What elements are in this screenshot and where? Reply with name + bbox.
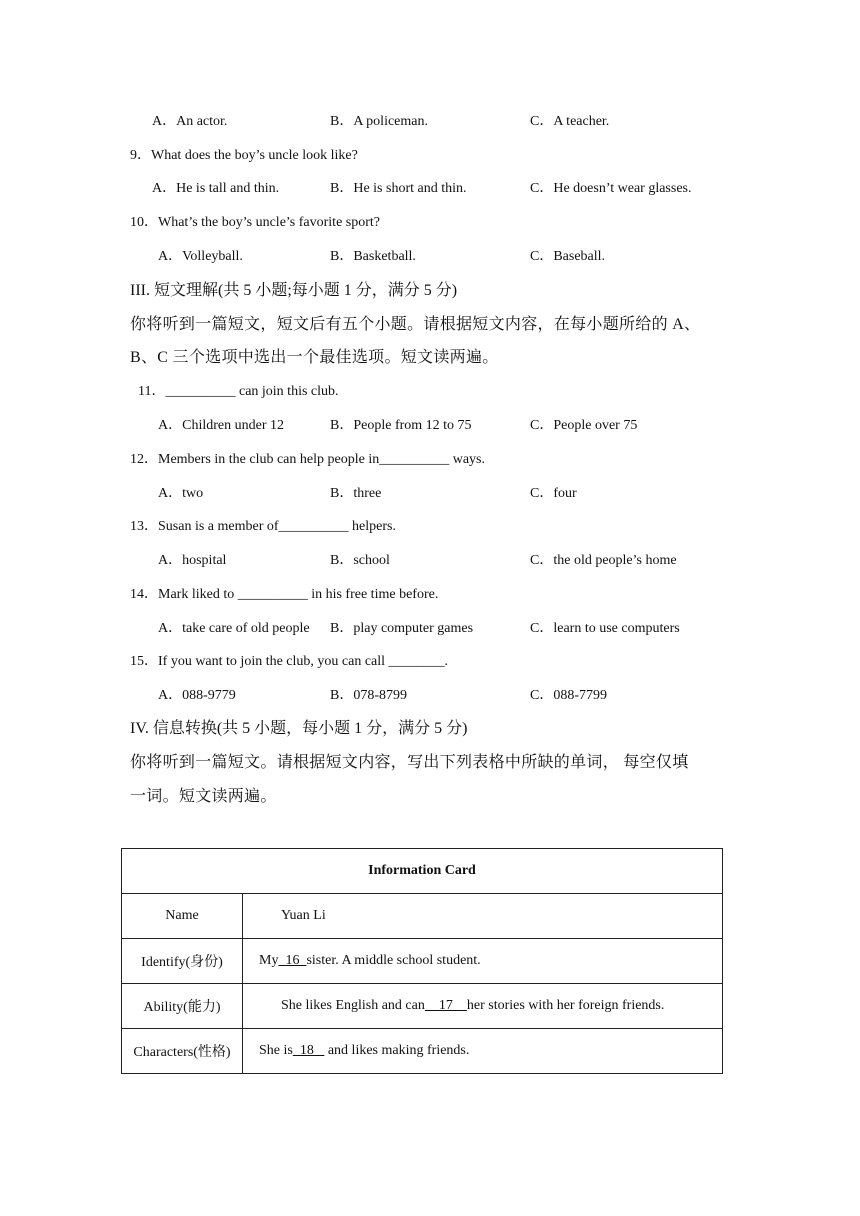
blank-18: 18	[292, 1043, 325, 1058]
ability-prefix: She likes English and can	[281, 998, 425, 1013]
card-title: Information Card	[122, 849, 723, 894]
q11-question: 11．__________ can join this club.	[138, 384, 339, 399]
q9-question: 9．What does the boy’s uncle look like?	[130, 148, 358, 163]
card-name-value: Yuan Li	[243, 894, 723, 939]
q12-option-b: B．three	[330, 486, 382, 501]
q9-option-b: B．He is short and thin.	[330, 181, 467, 196]
q12-question: 12．Members in the club can help people in__________ ways.	[130, 452, 485, 467]
q14-option-c: C．learn to use computers	[530, 621, 680, 636]
card-characters-label: Characters(性格)	[122, 1029, 243, 1074]
characters-suffix: and likes making friends.	[324, 1043, 470, 1058]
q14-question: 14．Mark liked to __________ in his free time before.	[130, 587, 439, 602]
characters-prefix: She is	[259, 1043, 293, 1058]
identify-prefix: My	[259, 953, 279, 968]
q8-option-c: C．A teacher.	[530, 114, 610, 129]
q11-option-b: B．People from 12 to 75	[330, 418, 472, 433]
q15-option-c: C．088-7799	[530, 688, 607, 703]
q8-option-a: A．An actor.	[152, 114, 228, 129]
q14-option-b: B．play computer games	[330, 621, 474, 636]
q11-option-c: C．People over 75	[530, 418, 638, 433]
q13-option-b: B．school	[330, 553, 390, 568]
section3-heading: III. 短文理解(共 5 小题;每小题 1 分，满分 5 分)	[130, 282, 458, 299]
card-characters-cell	[243, 1029, 723, 1074]
identify-suffix: sister. A middle school student.	[306, 953, 481, 968]
q15-option-b: B．078-8799	[330, 688, 407, 703]
q12-option-a: A．two	[158, 486, 204, 501]
section4-heading: IV. 信息转换(共 5 小题，每小题 1 分，满分 5 分)	[130, 720, 468, 737]
section3-instruction-line1: 你将听到一篇短文，短文后有五个小题。请根据短文内容，在每小题所给的 A、	[130, 316, 701, 333]
q12-option-c: C．four	[530, 486, 577, 501]
q15-option-a: A．088-9779	[158, 688, 236, 703]
blank-17: 17	[424, 998, 467, 1013]
section4-instruction-line2: 一词。短文读两遍。	[130, 788, 277, 805]
q13-option-c: C．the old people’s home	[530, 553, 677, 568]
q13-question: 13．Susan is a member of__________ helpers.	[130, 519, 396, 534]
q10-option-b: B．Basketball.	[330, 249, 416, 264]
q15-question: 15．If you want to join the club, you can call ________.	[130, 654, 449, 669]
q8-option-b: B．A policeman.	[330, 114, 428, 129]
q10-option-c: C．Baseball.	[530, 249, 606, 264]
section4-instruction-line1: 你将听到一篇短文。请根据短文内容，写出下列表格中所缺的单词， 每空仅填	[130, 754, 689, 771]
q13-option-a: A．hospital	[158, 553, 227, 568]
card-ability-label: Ability(能力)	[122, 984, 243, 1029]
q14-option-a: A．take care of old people	[158, 621, 310, 636]
q10-option-a: A．Volleyball.	[158, 249, 243, 264]
section3-instruction-line2: B、C 三个选项中选出一个最佳选项。短文读两遍。	[130, 349, 499, 366]
blank-16: 16	[278, 953, 307, 968]
card-identify-cell	[243, 939, 723, 984]
q9-option-a: A．He is tall and thin.	[152, 181, 280, 196]
card-name-label: Name	[122, 894, 243, 939]
q10-question: 10．What’s the boy’s uncle’s favorite sport?	[130, 215, 380, 230]
card-identify-label: Identify(身份)	[122, 939, 243, 984]
q11-option-a: A．Children under 12	[158, 418, 284, 433]
q9-option-c: C．He doesn’t wear glasses.	[530, 181, 692, 196]
information-card-table	[121, 848, 723, 1074]
ability-suffix: her stories with her foreign friends.	[466, 998, 665, 1013]
card-ability-cell	[243, 984, 723, 1029]
